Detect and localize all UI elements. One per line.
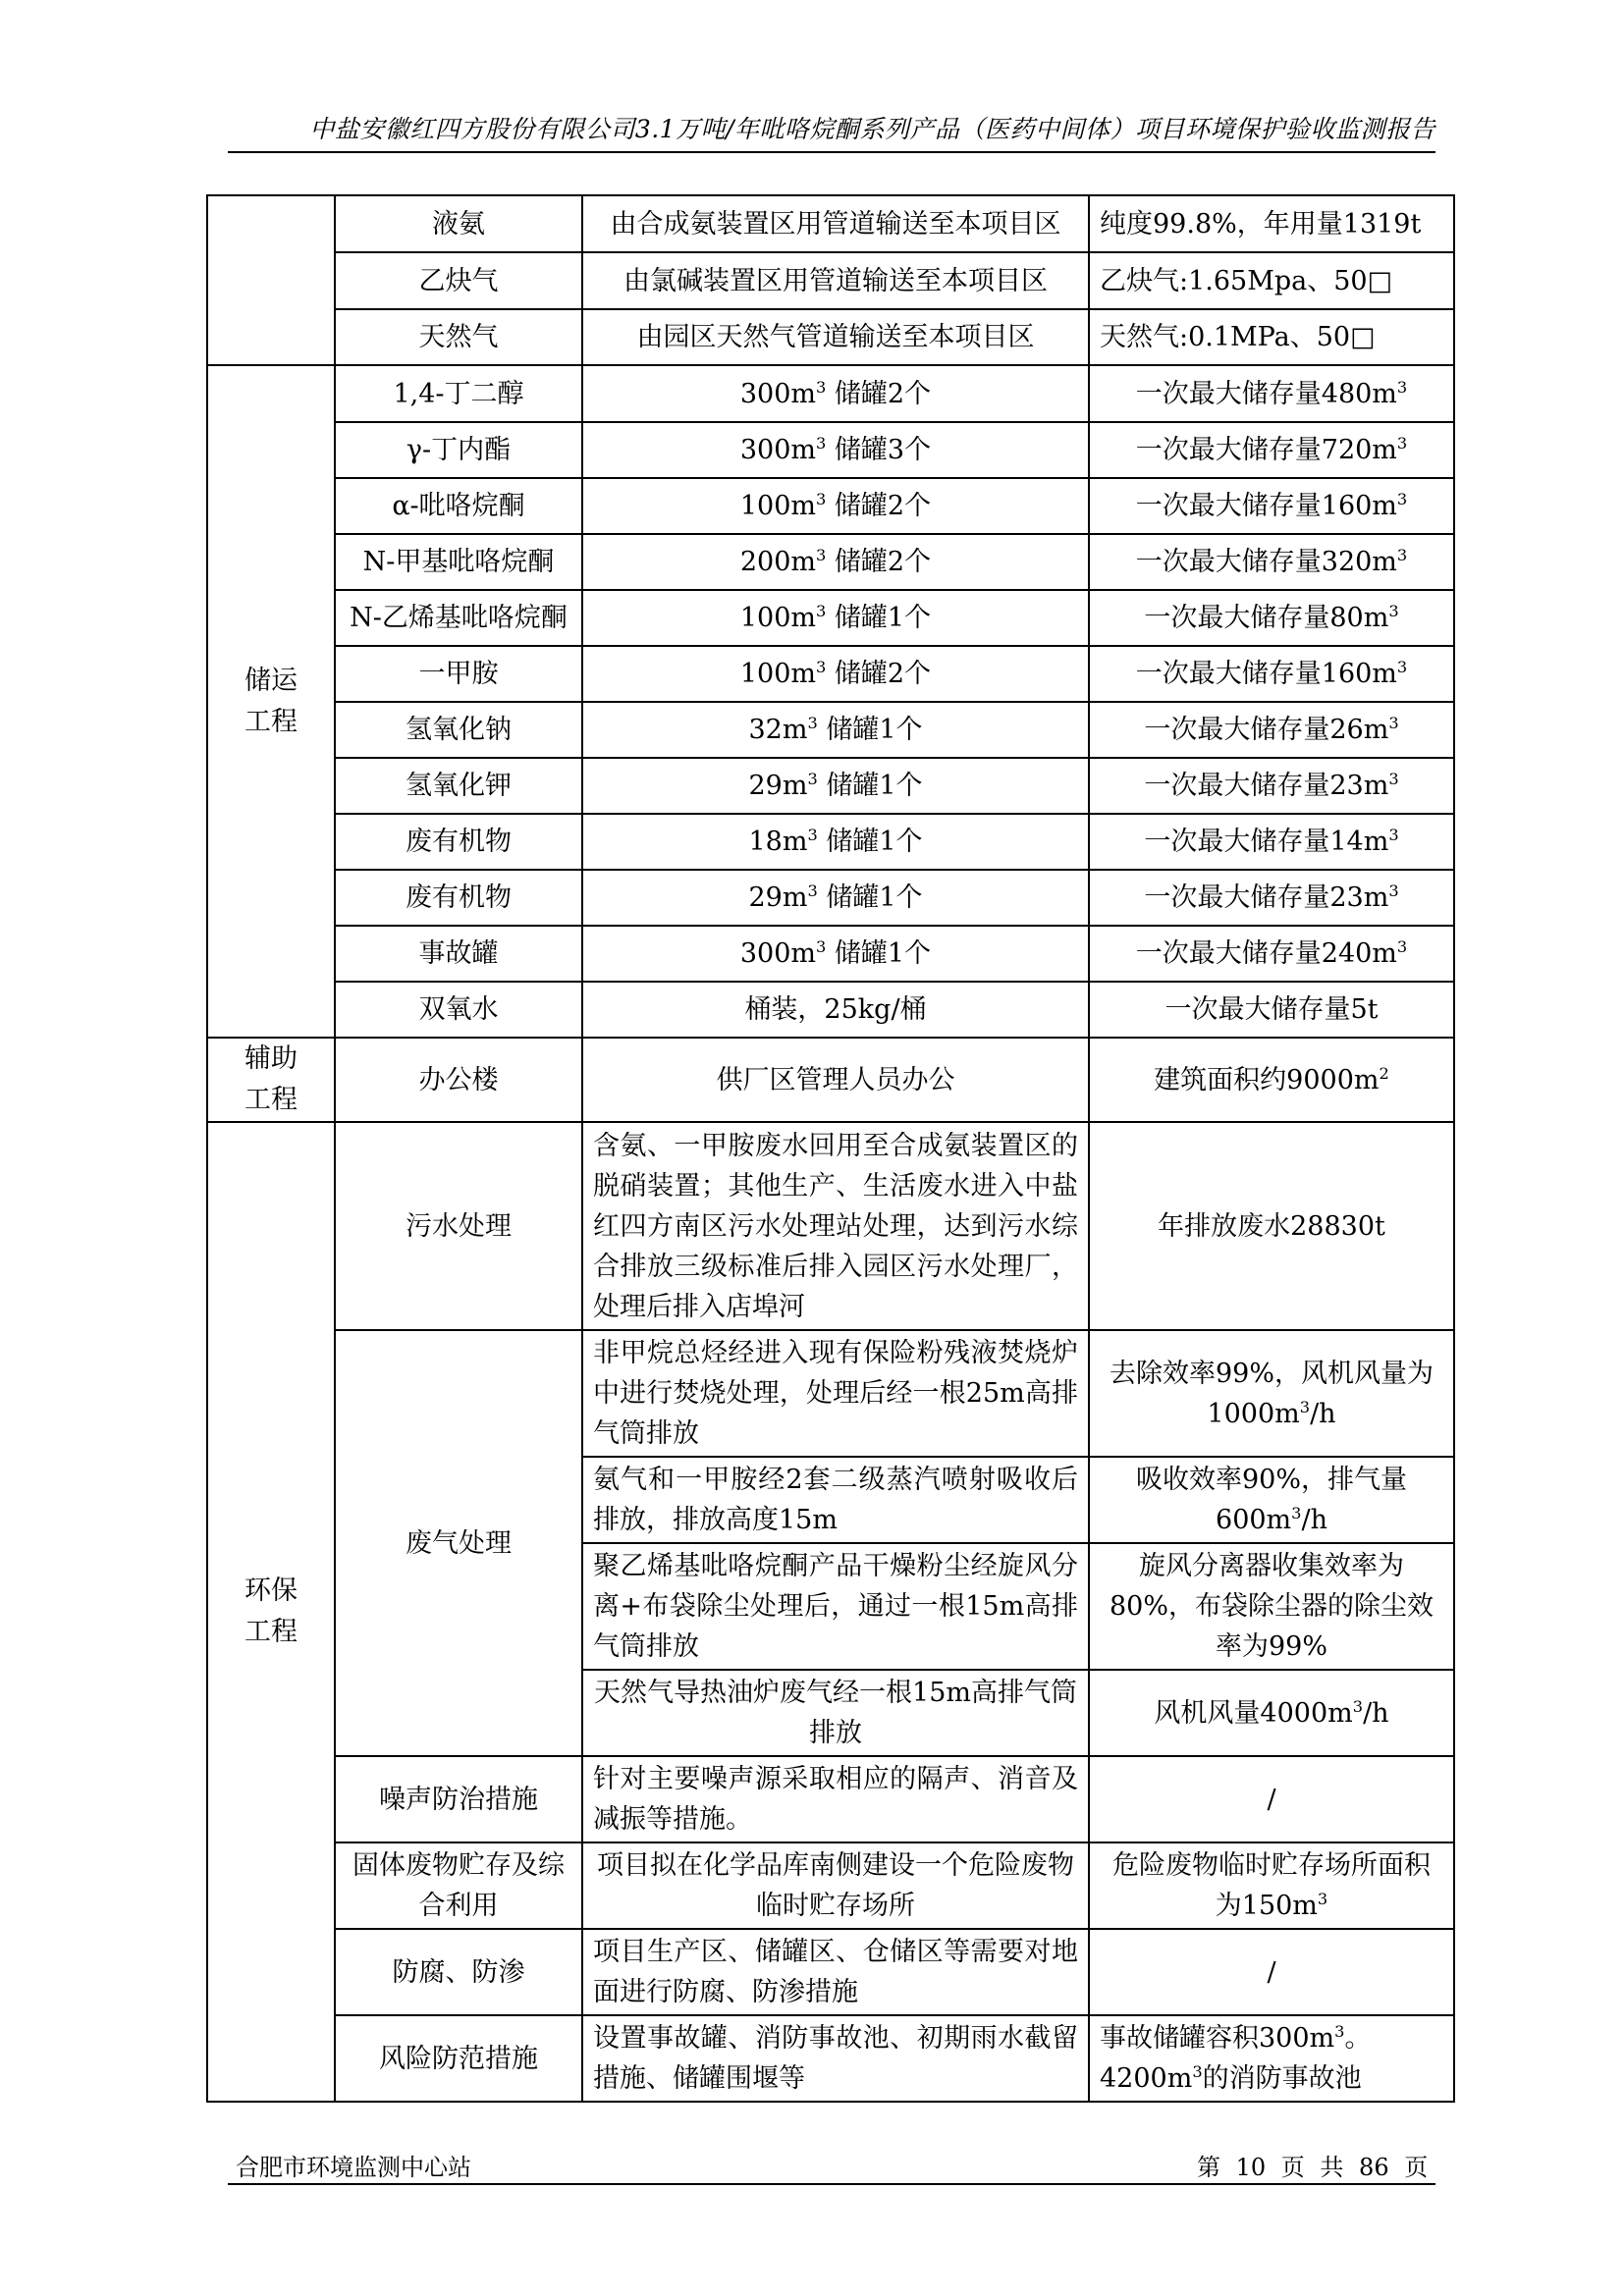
item-note: 天然气:0.1MPa、50□ [1089, 309, 1454, 365]
item-desc: $200m^3$ 储罐2个 [582, 534, 1089, 590]
item-name: 天然气 [335, 309, 582, 365]
item-name: 事故罐 [335, 926, 582, 982]
item-name: 废有机物 [335, 870, 582, 926]
item-note: 事故储罐容积$300m^3$。$4200m^3$的消防事故池 [1089, 2015, 1454, 2102]
item-name: 双氧水 [335, 982, 582, 1038]
table-row [207, 982, 1454, 1038]
table-row [207, 1330, 1454, 1457]
item-name: 废气处理 [335, 1330, 582, 1756]
item-name: N-乙烯基吡咯烷酮 [335, 590, 582, 646]
item-name: 污水处理 [335, 1122, 582, 1330]
item-name: 氢氧化钠 [335, 702, 582, 758]
item-note: 旋风分离器收集效率为80%，布袋除尘器的除尘效率为99% [1089, 1543, 1454, 1670]
item-note: / [1089, 1929, 1454, 2015]
item-name: α-吡咯烷酮 [335, 478, 582, 534]
table-row [207, 926, 1454, 982]
table-row [207, 2015, 1454, 2102]
item-desc: $300m^3$ 储罐1个 [582, 926, 1089, 982]
item-desc: $18m^3$ 储罐1个 [582, 814, 1089, 870]
item-desc: 聚乙烯基吡咯烷酮产品干燥粉尘经旋风分离+布袋除尘处理后，通过一根15m高排气筒排放 [582, 1543, 1089, 1670]
item-note: 一次最大储存量$240m^3$ [1089, 926, 1454, 982]
table-row [207, 422, 1454, 478]
item-name: 乙炔气 [335, 252, 582, 309]
item-desc: $32m^3$ 储罐1个 [582, 702, 1089, 758]
item-note: / [1089, 1756, 1454, 1842]
table-row [207, 534, 1454, 590]
table-row [207, 1122, 1454, 1330]
item-name: 废有机物 [335, 814, 582, 870]
table-row [207, 1842, 1454, 1929]
item-name: γ-丁内酯 [335, 422, 582, 478]
item-note: 去除效率99%，风机风量为$1000m^3/h$ [1089, 1330, 1454, 1457]
footer-page-number: 第 10 页 共 86 页 [1197, 2154, 1429, 2181]
item-name: 噪声防治措施 [335, 1756, 582, 1842]
item-note: 建筑面积约$9000m^2$ [1089, 1038, 1454, 1122]
item-desc: 含氨、一甲胺废水回用至合成氨装置区的脱硝装置；其他生产、生活废水进入中盐红四方南区污水处理站处理，达到污水综合排放三级标准后排入园区污水处理厂，处理后排入店埠河 [582, 1122, 1089, 1330]
item-note: 乙炔气:1.65Mpa、50□ [1089, 252, 1454, 309]
table-row [207, 870, 1454, 926]
item-name: 办公楼 [335, 1038, 582, 1122]
item-name: 固体废物贮存及综合利用 [335, 1842, 582, 1929]
table-row [207, 758, 1454, 814]
table-row [207, 1929, 1454, 2015]
item-desc: $300m^3$ 储罐3个 [582, 422, 1089, 478]
item-note: 一次最大储存量$80m^3$ [1089, 590, 1454, 646]
item-desc: 针对主要噪声源采取相应的隔声、消音及减振等措施。 [582, 1756, 1089, 1842]
item-desc: $29m^3$ 储罐1个 [582, 870, 1089, 926]
item-desc: $100m^3$ 储罐1个 [582, 590, 1089, 646]
item-desc: 氨气和一甲胺经2套二级蒸汽喷射吸收后排放，排放高度15m [582, 1457, 1089, 1543]
item-note: 年排放废水28830t [1089, 1122, 1454, 1330]
table-row [207, 309, 1454, 365]
footer-organization: 合肥市环境监测中心站 [236, 2154, 471, 2181]
table-row [207, 195, 1454, 252]
item-note: 一次最大储存量$160m^3$ [1089, 646, 1454, 702]
item-desc: 项目拟在化学品库南侧建设一个危险废物临时贮存场所 [582, 1842, 1089, 1929]
item-note: 危险废物临时贮存场所面积为$150m^3$ [1089, 1842, 1454, 1929]
item-desc: 供厂区管理人员办公 [582, 1038, 1089, 1122]
table-row [207, 252, 1454, 309]
item-desc: $300m^3$ 储罐2个 [582, 365, 1089, 422]
item-desc: 非甲烷总烃经进入现有保险粉残液焚烧炉中进行焚烧处理，处理后经一根25m高排气筒排放 [582, 1330, 1089, 1457]
table-row [207, 478, 1454, 534]
item-name: 风险防范措施 [335, 2015, 582, 2102]
report-header: 中盐安徽红四方股份有限公司3.1万吨/年吡咯烷酮系列产品（医药中间体）项目环境保护验收监测报告 [309, 115, 1435, 143]
category-cell-empty [207, 195, 335, 365]
item-desc: 由园区天然气管道输送至本项目区 [582, 309, 1089, 365]
item-desc: $100m^3$ 储罐2个 [582, 646, 1089, 702]
item-desc: 项目生产区、储罐区、仓储区等需要对地面进行防腐、防渗措施 [582, 1929, 1089, 2015]
item-name: 氢氧化钾 [335, 758, 582, 814]
project-table [206, 194, 1455, 2103]
header-rule [228, 151, 1435, 153]
table-row [207, 1038, 1454, 1122]
item-name: N-甲基吡咯烷酮 [335, 534, 582, 590]
item-note: 一次最大储存量$720m^3$ [1089, 422, 1454, 478]
item-name: 1,4-丁二醇 [335, 365, 582, 422]
table-row [207, 702, 1454, 758]
table-row [207, 365, 1454, 422]
item-note: 一次最大储存量$160m^3$ [1089, 478, 1454, 534]
footer-rule [228, 2183, 1435, 2185]
item-desc: 桶装，25kg/桶 [582, 982, 1089, 1038]
item-name: 防腐、防渗 [335, 1929, 582, 2015]
category-auxiliary: 辅助工程 [207, 1038, 335, 1122]
item-note: 吸收效率90%，排气量$600m^3/h$ [1089, 1457, 1454, 1543]
item-desc: $100m^3$ 储罐2个 [582, 478, 1089, 534]
category-storage: 储运工程 [207, 365, 335, 1038]
item-note: 一次最大储存量$14m^3$ [1089, 814, 1454, 870]
item-note: 风机风量$4000m^3/h$ [1089, 1670, 1454, 1756]
item-desc: 天然气导热油炉废气经一根15m高排气筒排放 [582, 1670, 1089, 1756]
table-row [207, 646, 1454, 702]
item-note: 一次最大储存量$320m^3$ [1089, 534, 1454, 590]
item-note: 一次最大储存量$23m^3$ [1089, 870, 1454, 926]
item-note: 一次最大储存量$26m^3$ [1089, 702, 1454, 758]
item-name: 液氨 [335, 195, 582, 252]
item-desc: $29m^3$ 储罐1个 [582, 758, 1089, 814]
item-desc: 由氯碱装置区用管道输送至本项目区 [582, 252, 1089, 309]
item-note: 一次最大储存量$23m^3$ [1089, 758, 1454, 814]
category-environment: 环保工程 [207, 1122, 335, 2102]
item-note: 一次最大储存量5t [1089, 982, 1454, 1038]
item-note: 一次最大储存量$480m^3$ [1089, 365, 1454, 422]
item-desc: 由合成氨装置区用管道输送至本项目区 [582, 195, 1089, 252]
item-name: 一甲胺 [335, 646, 582, 702]
item-note: 纯度99.8%，年用量1319t [1089, 195, 1454, 252]
table-row [207, 1756, 1454, 1842]
item-desc: 设置事故罐、消防事故池、初期雨水截留措施、储罐围堰等 [582, 2015, 1089, 2102]
table-row [207, 814, 1454, 870]
table-row [207, 590, 1454, 646]
